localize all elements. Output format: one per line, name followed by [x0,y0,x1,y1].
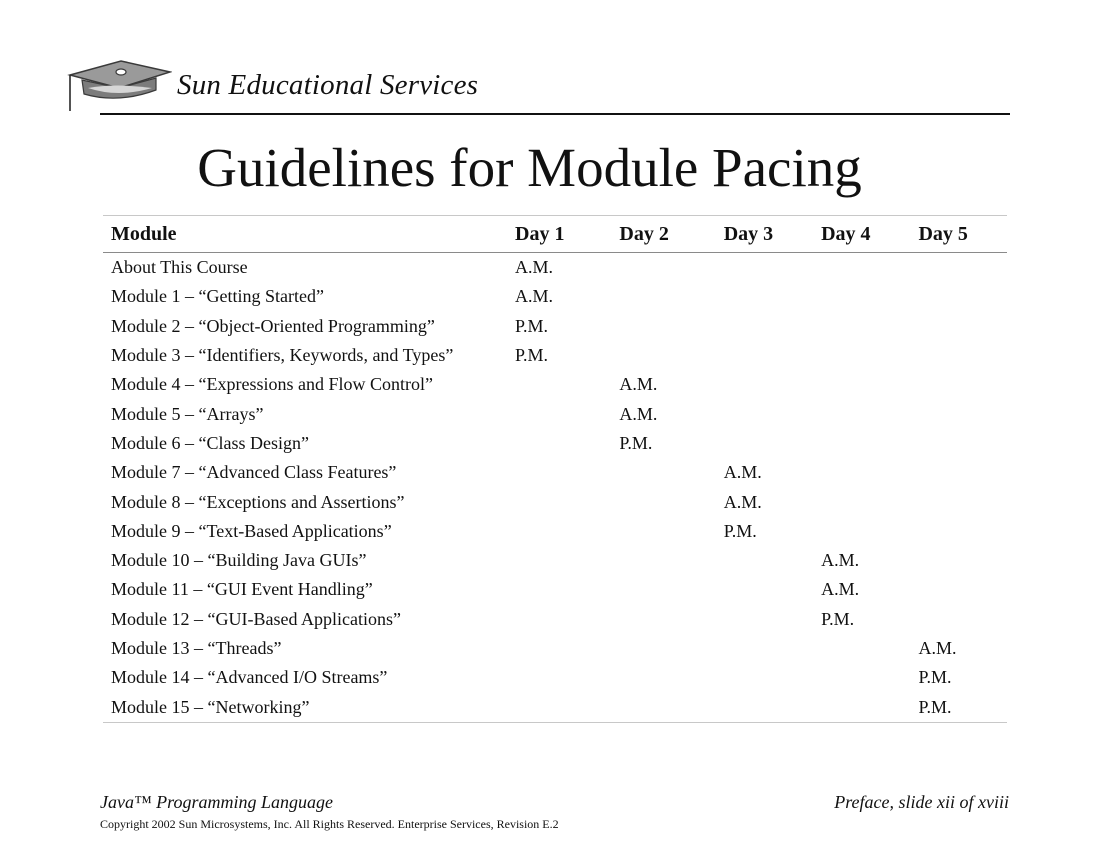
module-cell: Module 6 – “Class Design” [111,432,309,453]
day-3-cell [716,692,813,722]
day-4-cell [813,663,910,692]
day-5-cell [910,458,1007,487]
table-row [103,692,1007,722]
day-5-cell [910,282,1007,311]
day-5-cell [910,312,1007,341]
table-row [103,575,1007,604]
table-row [103,253,1007,283]
table-header-row [103,216,1007,253]
table-row [103,546,1007,575]
day-3-cell [716,282,813,311]
day-4-cell [813,341,910,370]
day-4-cell [813,634,910,663]
day-3-cell [716,605,813,634]
day-4-cell [813,312,910,341]
day-2-cell [611,487,715,516]
day-5-cell [910,429,1007,458]
day-4-cell [813,253,910,283]
table-body [103,253,1007,723]
day-2-cell [611,546,715,575]
day-5-cell [910,341,1007,370]
day-4-cell: A.M. [821,579,860,600]
day-5-cell [910,487,1007,516]
day-4-cell: P.M. [821,608,855,629]
day-3-cell [716,663,813,692]
day-4-cell [813,429,910,458]
day-5-cell: P.M. [918,667,952,688]
day-3-cell [716,429,813,458]
slide-number: Preface, slide xii of xviii [834,792,1009,812]
table-row [103,487,1007,516]
day-4-cell: A.M. [821,550,860,571]
graduation-cap-icon [66,58,172,114]
day-2-cell: A.M. [619,403,658,424]
module-cell: Module 5 – “Arrays” [111,403,264,424]
day-3-cell: P.M. [723,520,757,541]
day-1-cell [507,517,611,546]
table-row [103,663,1007,692]
module-pacing-table [103,215,1007,723]
day-3-cell [716,399,813,428]
module-cell: Module 9 – “Text-Based Applications” [111,520,392,541]
day-4-cell [813,458,910,487]
day-5-cell [910,605,1007,634]
day-3-cell: A.M. [723,491,762,512]
day-3-cell [716,253,813,283]
table-row [103,429,1007,458]
day-2-cell [611,312,715,341]
day-1-cell [507,575,611,604]
day-1-cell [507,487,611,516]
table-row [103,605,1007,634]
day-4-cell [813,487,910,516]
day-1-cell [507,605,611,634]
day-1-cell [507,429,611,458]
module-cell: Module 8 – “Exceptions and Assertions” [111,491,405,512]
day-3-cell [716,341,813,370]
module-cell: Module 2 – “Object-Oriented Programming” [111,315,435,336]
day-2-cell: P.M. [619,432,653,453]
table-row [103,458,1007,487]
copyright-notice: Copyright 2002 Sun Microsystems, Inc. All Rights Reserved. Enterprise Services, Revision E.2 [100,817,559,831]
table-row [103,517,1007,546]
day-5-cell [910,546,1007,575]
column-header-day-3: Day 3 [723,222,774,245]
day-2-cell: A.M. [619,374,658,395]
day-2-cell [611,517,715,546]
module-cell: About This Course [111,257,248,278]
day-4-cell [813,517,910,546]
day-1-cell: A.M. [515,286,554,307]
module-cell: Module 3 – “Identifiers, Keywords, and Types” [111,345,454,366]
day-5-cell: P.M. [918,696,952,717]
day-2-cell [611,282,715,311]
module-cell: Module 7 – “Advanced Class Features” [111,462,397,483]
module-cell: Module 15 – “Networking” [111,696,310,717]
day-5-cell: A.M. [918,638,957,658]
day-5-cell [910,575,1007,604]
column-header-day-5: Day 5 [918,222,968,245]
day-3-cell [716,370,813,399]
day-3-cell [716,634,813,663]
day-1-cell [507,370,611,399]
day-2-cell [611,663,715,692]
day-3-cell [716,575,813,604]
module-cell: Module 11 – “GUI Event Handling” [111,579,373,600]
day-2-cell [611,575,715,604]
day-1-cell [507,663,611,692]
module-cell: Module 13 – “Threads” [111,638,282,658]
day-1-cell: P.M. [515,315,549,336]
table-row [103,370,1007,399]
day-3-cell [716,546,813,575]
day-4-cell [813,370,910,399]
module-cell: Module 1 – “Getting Started” [111,286,324,307]
module-cell: Module 4 – “Expressions and Flow Control” [111,374,433,395]
day-5-cell [910,253,1007,283]
footer-left [100,792,559,832]
brand-name: Sun Educational Services [177,69,479,101]
day-5-cell [910,399,1007,428]
day-2-cell [611,341,715,370]
day-3-cell [716,312,813,341]
day-4-cell [813,282,910,311]
day-1-cell [507,458,611,487]
day-3-cell: A.M. [723,462,762,483]
page-title: Guidelines for Module Pacing [197,137,862,198]
day-4-cell [813,399,910,428]
day-2-cell [611,605,715,634]
day-4-cell [813,692,910,722]
day-1-cell [507,634,611,663]
module-cell: Module 14 – “Advanced I/O Streams” [111,667,388,688]
day-2-cell [611,634,715,663]
day-1-cell: P.M. [515,345,549,366]
day-2-cell [611,458,715,487]
day-1-cell [507,692,611,722]
day-1-cell [507,546,611,575]
table-row [103,312,1007,341]
column-header-day-2: Day 2 [619,222,669,245]
day-2-cell [611,253,715,283]
module-cell: Module 12 – “GUI-Based Applications” [111,608,401,629]
module-cell: Module 10 – “Building Java GUIs” [111,550,367,571]
column-header-day-4: Day 4 [821,222,871,245]
header-divider [100,113,1010,115]
day-1-cell [507,399,611,428]
column-header-module: Module [111,222,177,245]
day-2-cell [611,692,715,722]
course-name: Java™ Programming Language [100,792,333,812]
column-header-day-1: Day 1 [515,222,565,245]
table-row [103,399,1007,428]
header [66,58,1010,116]
day-5-cell [910,517,1007,546]
table-row [103,634,1007,663]
table-row [103,282,1007,311]
day-5-cell [910,370,1007,399]
day-1-cell: A.M. [515,257,554,278]
table-row [103,341,1007,370]
